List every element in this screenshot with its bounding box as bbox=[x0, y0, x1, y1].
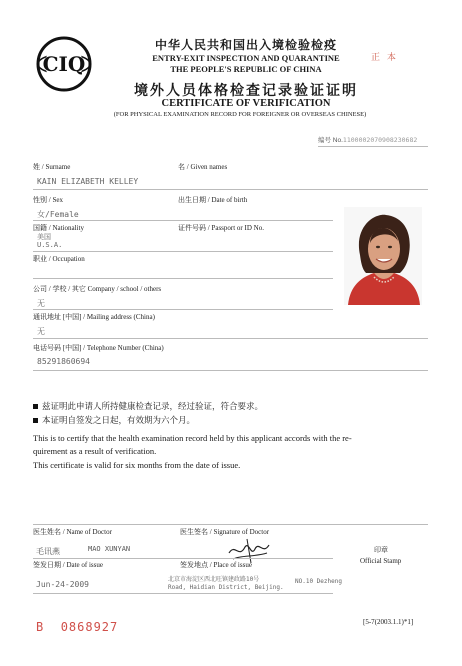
issue-date-label: 签发日期 / Date of issue bbox=[33, 561, 103, 569]
bullet-icon bbox=[33, 418, 38, 423]
divider bbox=[33, 338, 428, 339]
issue-date-value: Jun-24-2009 bbox=[36, 580, 89, 589]
ciq-logo bbox=[36, 36, 92, 92]
doctor-name-pinyin: MAO XUNYAN bbox=[88, 545, 131, 553]
applicant-photo bbox=[344, 207, 422, 305]
issue-place-en: Road, Haidian District, Beijing. bbox=[168, 584, 284, 591]
svg-text:CIQ: CIQ bbox=[42, 52, 86, 76]
statement-en-2: quirement as a result of verification. bbox=[33, 446, 157, 456]
serial-underline bbox=[318, 146, 428, 147]
sex-label: 性别 / Sex bbox=[33, 196, 63, 204]
divider bbox=[33, 220, 333, 221]
doctor-name-value: 毛讯燕 bbox=[36, 547, 60, 556]
divider bbox=[33, 251, 333, 252]
issue-place-label: 签发地点 / Place of issue bbox=[180, 561, 252, 569]
mailing-address-label: 通讯地址 [中国] / Mailing address (China) bbox=[33, 313, 155, 321]
serial-label: 编号 No. bbox=[318, 137, 343, 144]
passport-label: 证件号码 / Passport or ID No. bbox=[178, 224, 264, 232]
statement-en-3: This certificate is valid for six months from the date of issue. bbox=[33, 460, 241, 470]
agency-title-en-2: THE PEOPLE'S REPUBLIC OF CHINA bbox=[170, 64, 322, 74]
dob-label: 出生日期 / Date of birth bbox=[178, 196, 248, 204]
company-value: 无 bbox=[37, 299, 45, 308]
divider bbox=[33, 278, 333, 279]
serial-number bbox=[318, 135, 417, 144]
divider bbox=[33, 370, 428, 371]
nationality-label: 国籍 / Nationality bbox=[33, 224, 84, 232]
divider bbox=[33, 558, 333, 559]
certificate-title-en: CERTIFICATE OF VERIFICATION bbox=[161, 98, 331, 109]
nationality-value-en: U.S.A. bbox=[37, 241, 63, 249]
mailing-address-value: 无 bbox=[37, 327, 45, 336]
issue-place-zh: 北京市海淀区西北旺镇建政路10号 bbox=[168, 576, 260, 583]
telephone-value: 85291860694 bbox=[37, 357, 90, 366]
bullet-icon bbox=[33, 404, 38, 409]
certificate-subtitle: (FOR PHYSICAL EXAMINATION RECORD FOR FOREIGNER OR OVERSEAS CHINESE) bbox=[113, 111, 367, 118]
surname-label: 姓 / Surname bbox=[33, 163, 71, 171]
statement-zh-2: 本证明自签发之日起，有效期为六个月。 bbox=[33, 415, 433, 427]
stamp-label-en: Official Stamp bbox=[360, 557, 402, 565]
agency-title-en-1: ENTRY-EXIT INSPECTION AND QUARANTINE bbox=[152, 53, 340, 63]
doctor-signature-label: 医生签名 / Signature of Doctor bbox=[180, 528, 270, 536]
serial-value: 110000207090823068​2 bbox=[342, 136, 418, 144]
occupation-label: 职业 / Occupation bbox=[33, 255, 85, 263]
nationality-value-zh: 美国 bbox=[37, 233, 51, 241]
divider bbox=[33, 189, 428, 190]
sex-value: 女/Female bbox=[37, 210, 79, 219]
stamp-label-zh: 印章 bbox=[374, 546, 388, 554]
certificate-title-zh: 境外人员体格检查记录验证证明 bbox=[134, 83, 358, 99]
statement-zh-1: 兹证明此申请人所持健康检查记录，经过验证，符合要求。 bbox=[33, 401, 433, 413]
divider bbox=[33, 309, 333, 310]
given-names-label: 名 / Given names bbox=[178, 163, 228, 171]
company-label: 公司 / 学校 / 其它 Company / school / others bbox=[33, 285, 162, 293]
statement-en-1: This is to certify that the health examination record held by this applicant accords with the re- bbox=[33, 433, 352, 443]
doctor-name-label: 医生姓名 / Name of Doctor bbox=[33, 528, 112, 536]
certificate-number: B 0868927 bbox=[36, 620, 119, 634]
telephone-label: 电话号码 [中国] / Telephone Number (China) bbox=[33, 344, 164, 352]
divider bbox=[33, 593, 333, 594]
surname-value: KAIN ELIZABETH KELLEY bbox=[37, 177, 139, 186]
issue-place-en2: NO.10 Dezheng bbox=[295, 578, 342, 585]
divider bbox=[33, 524, 428, 525]
agency-title-zh: 中华人民共和国出入境检验检疫 bbox=[154, 38, 337, 52]
original-copy-mark: 正 本 bbox=[371, 53, 398, 63]
form-number: [5-7(2003.1.1)*1] bbox=[363, 618, 414, 626]
